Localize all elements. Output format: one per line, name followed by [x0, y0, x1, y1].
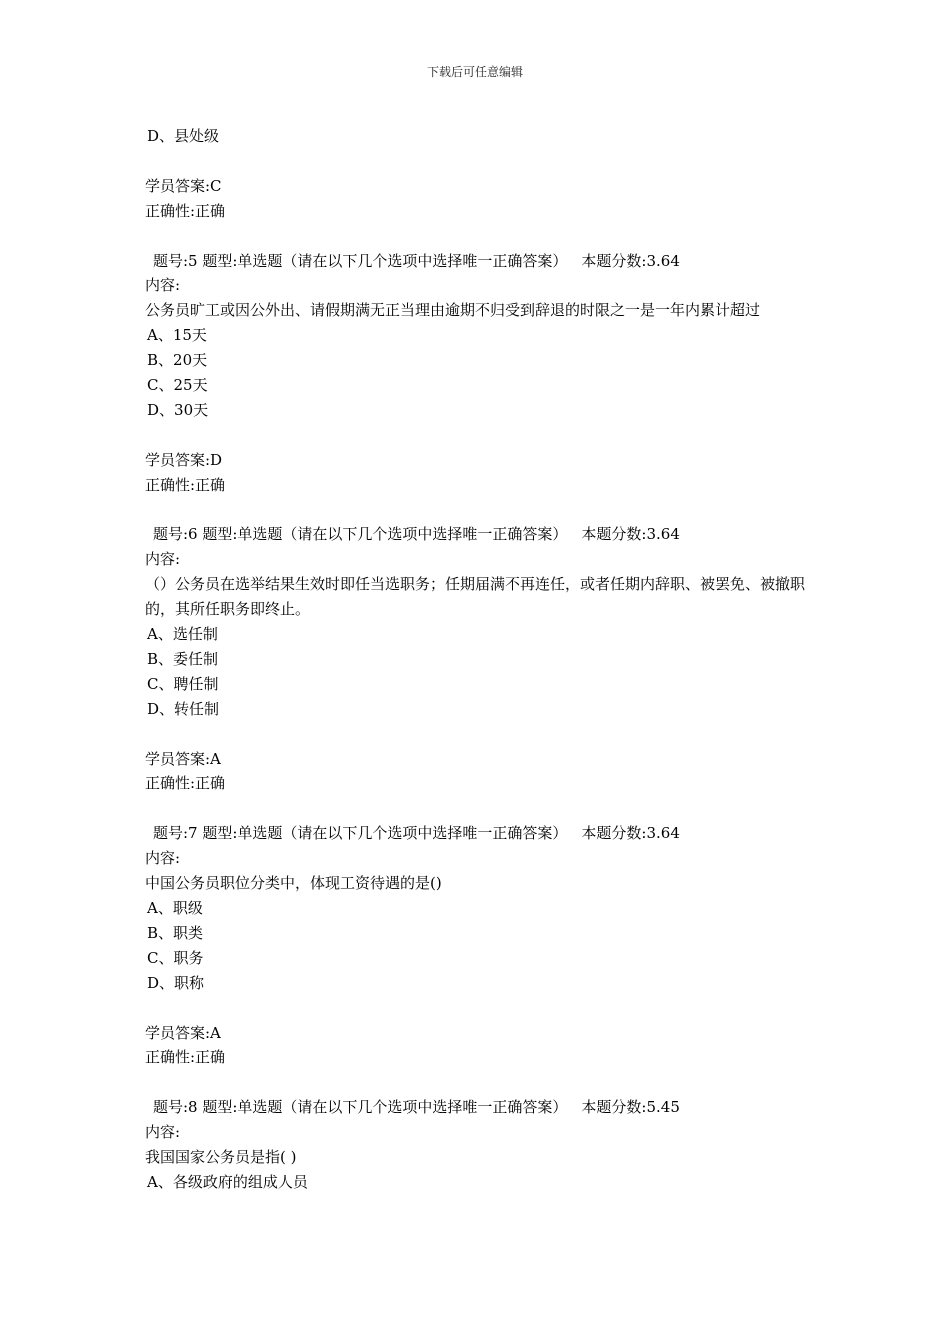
- correctness: 正确性:正确: [145, 774, 226, 793]
- question-header: [145, 821, 815, 846]
- option-a: A、各级政府的组成人员: [147, 1172, 308, 1191]
- option-b: B、20天: [147, 351, 208, 370]
- content-label: 内容:: [145, 276, 181, 295]
- spacer: [145, 1070, 815, 1095]
- question-score: 本题分数:3.64: [581, 525, 680, 544]
- option-a: A、15天: [147, 326, 207, 345]
- option-d: D、县处级: [147, 127, 220, 145]
- option-a: A、职级: [147, 899, 203, 917]
- correctness: 正确性:正确: [145, 201, 226, 220]
- spacer: [145, 498, 815, 523]
- option-a: A、选任制: [147, 625, 218, 644]
- content-label: 内容:: [145, 1123, 181, 1142]
- option-b: B、委任制: [147, 649, 219, 668]
- correctness: 正确性:正确: [145, 1048, 226, 1067]
- question-title: 题号:6 题型:单选题（请在以下几个选项中选择唯一正确答案）: [153, 525, 568, 544]
- question-header: [145, 522, 815, 547]
- option-d: D、职称: [147, 973, 205, 992]
- option-b: B、职类: [147, 923, 204, 942]
- question-score: 本题分数:5.45: [581, 1098, 680, 1117]
- document-body: [145, 124, 815, 1195]
- question-title: 题号:8 题型:单选题（请在以下几个选项中选择唯一正确答案）: [153, 1098, 568, 1117]
- spacer: [145, 149, 815, 174]
- question-header: [145, 1095, 815, 1120]
- question-stem: 公务员旷工或因公外出、请假期满无正当理由逾期不归受到辞退的时限之一是一年内累计超过: [145, 301, 761, 320]
- question-stem: 中国公务员职位分类中，体现工资待遇的是(): [145, 874, 442, 893]
- student-answer: 学员答案:A: [145, 1023, 221, 1042]
- student-answer: 学员答案:D: [145, 450, 223, 469]
- student-answer: 学员答案:C: [145, 176, 222, 195]
- question-stem: 我国国家公务员是指( ): [145, 1148, 297, 1167]
- question-title: 题号:5 题型:单选题（请在以下几个选项中选择唯一正确答案）: [153, 251, 568, 270]
- content-label: 内容:: [145, 550, 181, 569]
- question-score: 本题分数:3.64: [581, 824, 680, 843]
- page-header: 下载后可任意编辑: [426, 65, 523, 79]
- option-d: D、转任制: [147, 699, 220, 718]
- option-c: C、聘任制: [147, 674, 219, 693]
- spacer: [145, 423, 815, 448]
- spacer: [145, 996, 815, 1021]
- option-d: D、30天: [147, 400, 209, 419]
- student-answer: 学员答案:A: [145, 749, 221, 768]
- question-score: 本题分数:3.64: [581, 251, 680, 270]
- content-label: 内容:: [145, 849, 181, 868]
- spacer: [145, 796, 815, 821]
- question-stem: （）公务员在选举结果生效时即任当选职务；任期届满不再连任，或者任期内辞职、被罢免、被撤职的，其所任职务即终止。: [145, 575, 806, 619]
- question-header: [145, 249, 815, 274]
- spacer: [145, 722, 815, 747]
- correctness: 正确性:正确: [145, 475, 226, 494]
- spacer: [145, 224, 815, 249]
- question-title: 题号:7 题型:单选题（请在以下几个选项中选择唯一正确答案）: [153, 824, 568, 843]
- option-c: C、25天: [147, 376, 208, 395]
- option-c: C、职务: [147, 948, 204, 967]
